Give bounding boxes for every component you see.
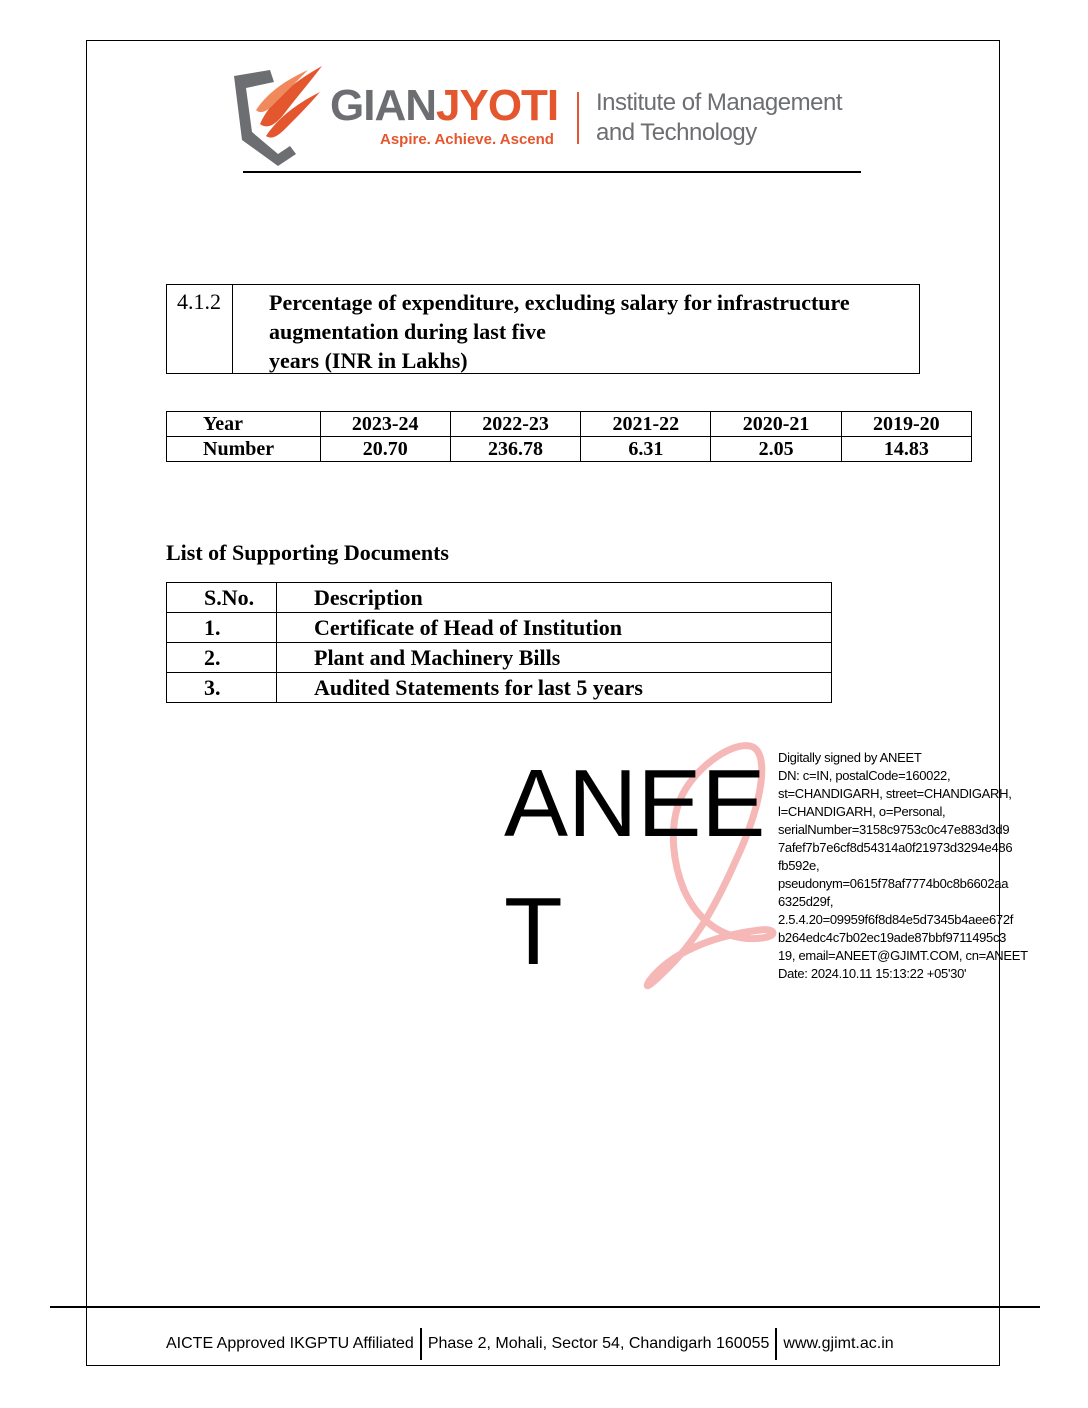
table-row xyxy=(167,613,832,643)
number-cell: 6.31 xyxy=(581,437,711,462)
signer-name-line1: ANEE xyxy=(504,750,766,857)
signature-line: 6325d29f, xyxy=(778,894,834,909)
table-row xyxy=(167,673,832,703)
year-cell: 2021-22 xyxy=(581,412,711,437)
criterion-box xyxy=(166,284,920,374)
footer-accreditation: AICTE Approved IKGPTU Affiliated xyxy=(166,1335,414,1352)
signature-line: 2.5.4.20=09959f6f8d84e5d7345b4aee672f xyxy=(778,912,1014,927)
description-cell: Plant and Machinery Bills xyxy=(277,643,832,673)
footer-rule xyxy=(50,1306,1040,1308)
signature-line: serialNumber=3158c9753c0c47e883d3d9 xyxy=(778,822,1010,837)
signature-line: Digitally signed by ANEET xyxy=(778,750,922,765)
number-cell: 14.83 xyxy=(841,437,971,462)
header-rule xyxy=(243,171,861,173)
criterion-title-line2: augmentation during last five xyxy=(269,319,546,344)
header-divider xyxy=(577,92,579,144)
footer xyxy=(166,1328,894,1360)
institute-line1: Institute of Management xyxy=(596,89,842,116)
description-header: Description xyxy=(277,583,832,613)
documents-table xyxy=(166,582,832,703)
description-cell: Audited Statements for last 5 years xyxy=(277,673,832,703)
sno-cell: 3. xyxy=(167,673,277,703)
signature-line: fb592e, xyxy=(778,858,820,873)
signature-line: st=CHANDIGARH, street=CHANDIGARH, xyxy=(778,786,1012,801)
footer-separator xyxy=(420,1328,422,1360)
sno-cell: 1. xyxy=(167,613,277,643)
footer-website: www.gjimt.ac.in xyxy=(783,1335,894,1352)
number-cell: 2.05 xyxy=(711,437,841,462)
signer-name xyxy=(504,740,765,996)
criterion-title xyxy=(269,288,901,375)
signature-line: 7afef7b7e6cf8d54314a0f21973d3294e486 xyxy=(778,840,1013,855)
institute-line2: and Technology xyxy=(596,119,757,146)
brand-part2: JYOTI xyxy=(436,81,559,130)
signer-name-line2: T xyxy=(504,878,563,985)
table-row xyxy=(167,437,972,462)
description-cell: Certificate of Head of Institution xyxy=(277,613,832,643)
footer-address: Phase 2, Mohali, Sector 54, Chandigarh 160055 xyxy=(427,1335,770,1352)
shield-logo-icon xyxy=(230,62,326,166)
signature-line: l=CHANDIGARH, o=Personal, xyxy=(778,804,946,819)
number-cell: 20.70 xyxy=(320,437,450,462)
sno-cell: 2. xyxy=(167,643,277,673)
signature-line: b264edc4c7b02ec19ade87bbf9711495c3 xyxy=(778,930,1007,945)
signature-line: 19, email=ANEET@GJIMT.COM, cn=ANEET xyxy=(778,948,1028,963)
criterion-number: 4.1.2 xyxy=(167,285,233,373)
year-header: Year xyxy=(167,412,321,437)
signature-line: pseudonym=0615f78af7774b0c8b6602aa xyxy=(778,876,1009,891)
number-cell: 236.78 xyxy=(450,437,580,462)
documents-title: List of Supporting Documents xyxy=(166,540,449,565)
expenditure-table xyxy=(166,411,972,462)
page-border xyxy=(86,40,1000,1366)
signature-line: Date: 2024.10.11 15:13:22 +05'30' xyxy=(778,966,967,981)
criterion-title-line3: years (INR in Lakhs) xyxy=(269,348,468,373)
year-cell: 2023-24 xyxy=(320,412,450,437)
criterion-title-line1: Percentage of expenditure, excluding salary for infrastructure xyxy=(269,290,850,315)
sno-header: S.No. xyxy=(167,583,277,613)
institute-name xyxy=(596,88,842,148)
number-header: Number xyxy=(167,437,321,462)
signature-line: DN: c=IN, postalCode=160022, xyxy=(778,768,951,783)
year-cell: 2019-20 xyxy=(841,412,971,437)
tagline: Aspire. Achieve. Ascend xyxy=(380,131,554,148)
table-row xyxy=(167,583,832,613)
table-row xyxy=(167,412,972,437)
brand-part1: GIAN xyxy=(330,81,436,130)
year-cell: 2022-23 xyxy=(450,412,580,437)
year-cell: 2020-21 xyxy=(711,412,841,437)
brand-name xyxy=(330,82,558,130)
table-row xyxy=(167,643,832,673)
signature-details xyxy=(778,749,1048,983)
footer-separator xyxy=(775,1328,777,1360)
